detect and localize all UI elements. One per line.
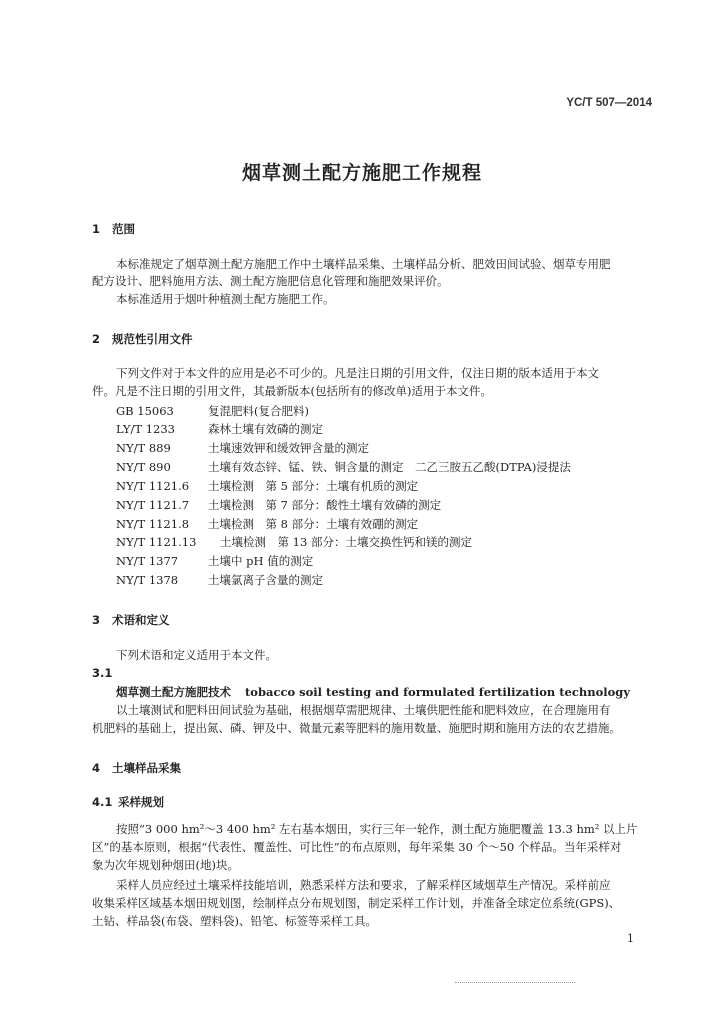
section-4-heading: 4 土壤样品采集 [92,761,181,775]
document-title: 烟草测土配方施肥工作规程 [241,162,482,184]
section-4-1-para-2-line-1: 采样人员应经过土壤采样技能培训，熟悉采样方法和要求，了解采样区域烟草生产情况。采样前应 [116,878,611,892]
reference-item: NY/T 1121.7 土壤检测 第 7 部分：酸性土壤有效磷的测定 [116,498,442,512]
reference-item: GB 15063 复混肥料(复合肥料) [116,404,309,418]
section-1-para-1-line-2: 配方设计、肥料施用方法、测土配方施肥信息化管理和施肥效果评价。 [92,274,449,288]
term-english: tobacco soil testing and formulated fertilization technology [245,685,631,699]
section-3-heading: 3 术语和定义 [92,613,170,627]
reference-item: LY/T 1233 森林土壤有效磷的测定 [116,422,323,436]
reference-item: NY/T 1121.8 土壤检测 第 8 部分：土壤有效硼的测定 [116,517,419,531]
section-1-heading: 1 范围 [92,222,135,236]
term-entry [116,684,630,700]
section-4-1-para-2-line-3: 土钻、样品袋(布袋、塑料袋)、铅笔、标签等采样工具。 [92,914,377,928]
scan-artifact-line [455,982,575,984]
clause-3-1-number: 3.1 [92,666,113,680]
standard-code: YC/T 507—2014 [566,97,652,109]
reference-item: NY/T 889 土壤速效钾和缓效钾含量的测定 [116,441,369,455]
term-definition-line-2: 机肥料的基础上，提出氮、磷、钾及中、微量元素等肥料的施用数量、施肥时期和施用方法的农艺措施。 [92,721,621,735]
reference-item: NY/T 890 土壤有效态锌、锰、铁、铜含量的测定 二乙三胺五乙酸(DTPA)浸提法 [116,460,571,474]
term-definition-line-1: 以土壤测试和肥料田间试验为基础，根据烟草需肥规律、土壤供肥性能和肥料效应，在合理施用有 [116,703,611,717]
reference-item: NY/T 1378 土壤氯离子含量的测定 [116,573,323,587]
reference-item: NY/T 1377 土壤中 pH 值的测定 [116,554,314,568]
page-number: 1 [627,932,634,945]
section-2-heading: 2 规范性引用文件 [92,332,193,346]
section-4-1-para-1-line-2: 区”的基本原则，根据“代表性、覆盖性、可比性”的布点原则，每年采集 30 个～50 个样品。当年采样对 [92,840,622,854]
section-2-intro-line-1: 下列文件对于本文件的应用是必不可少的。凡是注日期的引用文件，仅注日期的版本适用于本文 [116,366,599,380]
term-chinese: 烟草测土配方施肥技术 [116,685,231,699]
section-4-1-para-1-line-3: 象为次年规划种烟田(地)块。 [92,858,239,872]
section-1-para-1-line-1: 本标准规定了烟草测土配方施肥工作中土壤样品采集、土壤样品分析、肥效田间试验、烟草专用肥 [116,257,611,271]
section-4-1-para-1-line-1: 按照“3 000 hm²～3 400 hm² 左右基本烟田，实行三年一轮作，测土配方施肥覆盖 13.3 hm² 以上片 [116,822,638,836]
reference-item: NY/T 1121.6 土壤检测 第 5 部分：土壤有机质的测定 [116,479,419,493]
section-3-intro: 下列术语和定义适用于本文件。 [116,648,277,662]
section-2-intro-line-2: 件。凡是不注日期的引用文件，其最新版本(包括所有的修改单)适用于本文件。 [92,384,492,398]
section-1-para-2: 本标准适用于烟叶种植测土配方施肥工作。 [116,292,335,306]
clause-4-1-heading: 4.1 采样规划 [92,795,164,809]
section-4-1-para-2-line-2: 收集采样区域基本烟田规划图，绘制样点分布规划图，制定采样工作计划，并准备全球定位系统(GPS)、 [92,896,621,910]
reference-item: NY/T 1121.13 土壤检测 第 13 部分：土壤交换性钙和镁的测定 [116,535,472,549]
